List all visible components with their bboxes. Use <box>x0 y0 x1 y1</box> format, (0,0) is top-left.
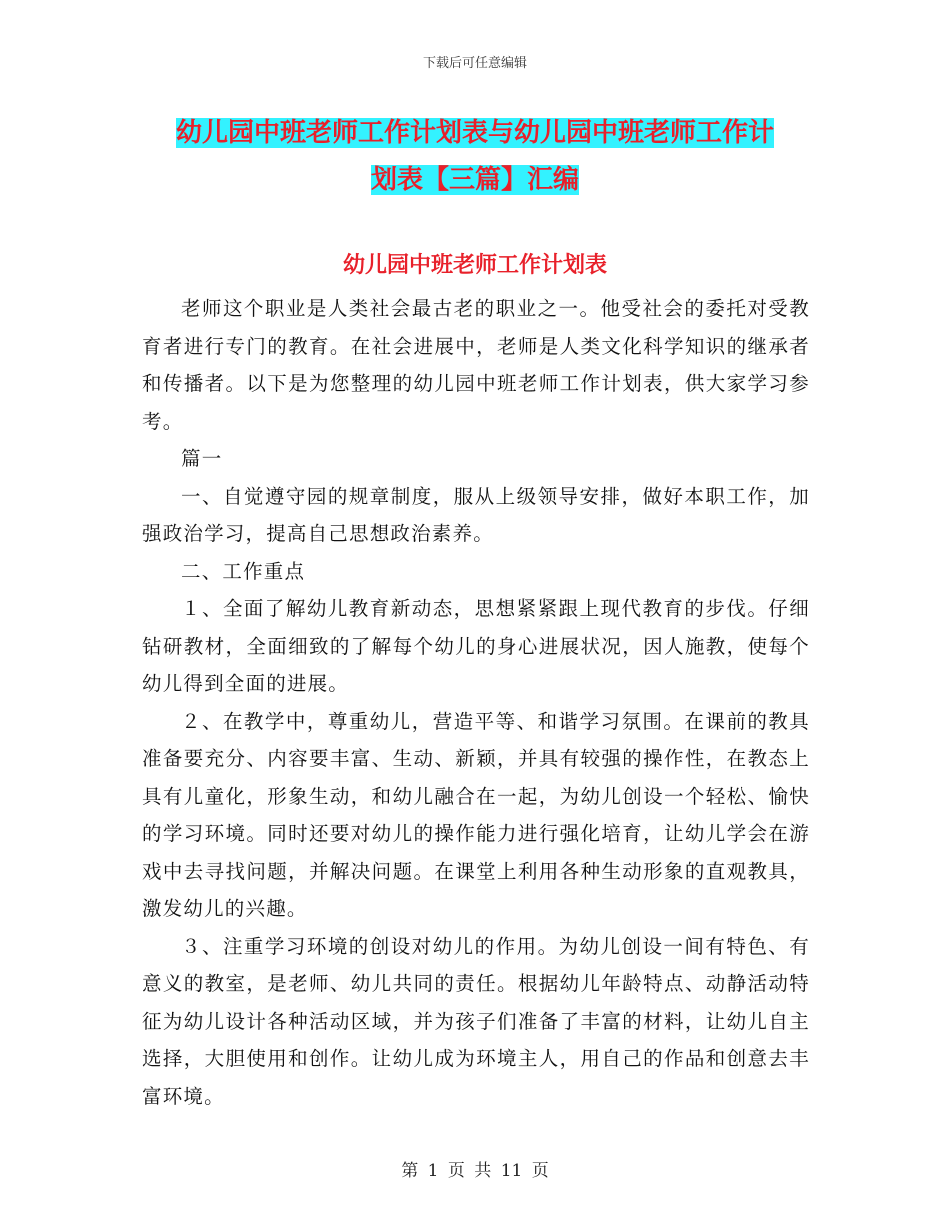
document-title <box>150 110 800 204</box>
paragraph-focus-2: ２、在教学中，尊重幼儿，营造平等、和谐学习氛围。在课前的教具准备要充分、内容要丰富、生动、新颖，并具有较强的操作性，在教态上具有儿童化，形象生动，和幼儿融合在一起，为幼儿创设一个轻松、愉快的学习环境。同时还要对幼儿的操作能力进行强化培育，让幼儿学会在游戏中去寻找问题，并解决问题。在课堂上利用各种生动形象的直观教具，激发幼儿的兴趣。 <box>142 709 810 920</box>
paragraph-focus-1: １、全面了解幼儿教育新动态，思想紧紧跟上现代教育的步伐。仔细钻研教材，全面细致的了解每个幼儿的身心进展状况，因人施教，使每个幼儿得到全面的进展。 <box>142 597 810 695</box>
document-title-line-1: 幼儿园中班老师工作计划表与幼儿园中班老师工作计 <box>175 118 774 148</box>
header-note: 下载后可任意编辑 <box>422 56 527 71</box>
paragraph-work-focus-heading: 二、工作重点 <box>181 559 306 583</box>
paragraph-intro: 老师这个职业是人类社会最古老的职业之一。他受社会的委托对受教育者进行专门的教育。在社会进展中，老师是人类文化科学知识的继承者和传播者。以下是为您整理的幼儿园中班老师工作计划表，供大家学习参考。 <box>142 297 810 433</box>
page-footer: 第 1 页 共 11 页 <box>401 1161 549 1181</box>
document-body <box>142 290 810 1115</box>
paragraph-item-one: 一、自觉遵守园的规章制度，服从上级领导安排，做好本职工作，加强政治学习，提高自己思想政治素养。 <box>142 484 810 545</box>
document-title-line-2: 划表【三篇】汇编 <box>370 165 579 195</box>
paragraph-focus-3: ３、注重学习环境的创设对幼儿的作用。为幼儿创设一间有特色、有意义的教室，是老师、幼儿共同的责任。根据幼儿年龄特点、动静活动特征为幼儿设计各种活动区域，并为孩子们准备了丰富的材料，让幼儿自主选择，大胆使用和创作。让幼儿成为环境主人，用自己的作品和创意去丰富环境。 <box>142 934 810 1108</box>
paragraph-part-one-heading: 篇一 <box>181 447 223 470</box>
section-title: 幼儿园中班老师工作计划表 <box>342 253 607 278</box>
